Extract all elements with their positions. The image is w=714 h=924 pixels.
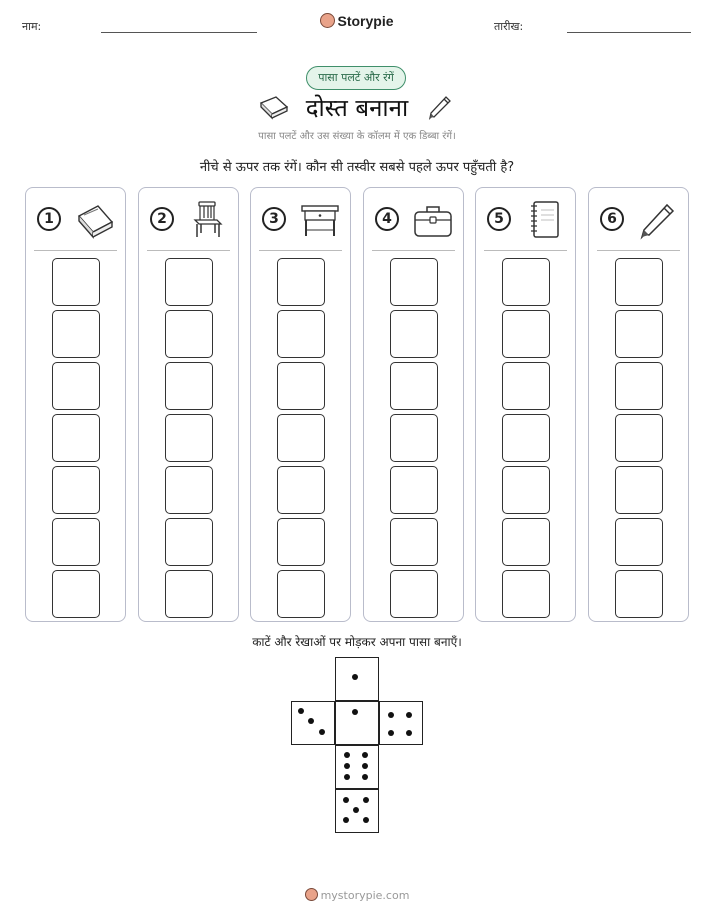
page-title: दोस्त बनाना bbox=[305, 94, 409, 122]
name-label: नाम: bbox=[22, 20, 42, 33]
pip bbox=[353, 807, 359, 813]
instruction-text: नीचे से ऊपर तक रंगें। कौन सी तस्वीर सबसे पहले ऊपर पहुँचती है? bbox=[199, 160, 515, 175]
color-box[interactable] bbox=[615, 466, 663, 514]
briefcase-icon bbox=[412, 200, 454, 240]
color-box[interactable] bbox=[52, 570, 100, 618]
pip bbox=[344, 774, 350, 780]
column-5 bbox=[475, 187, 576, 622]
color-box[interactable] bbox=[502, 362, 550, 410]
color-box[interactable] bbox=[615, 414, 663, 462]
color-box[interactable] bbox=[165, 518, 213, 566]
column-divider bbox=[484, 250, 567, 251]
color-box[interactable] bbox=[277, 414, 325, 462]
color-box[interactable] bbox=[502, 570, 550, 618]
column-1 bbox=[25, 187, 126, 622]
pip bbox=[363, 817, 369, 823]
die-face-6 bbox=[335, 745, 379, 789]
pip bbox=[362, 774, 368, 780]
color-box[interactable] bbox=[165, 466, 213, 514]
die-face-5 bbox=[335, 789, 379, 833]
brand-logo bbox=[0, 13, 714, 29]
die-face-1-center bbox=[335, 701, 379, 745]
color-box[interactable] bbox=[52, 362, 100, 410]
color-box[interactable] bbox=[165, 414, 213, 462]
color-box[interactable] bbox=[165, 362, 213, 410]
chair-icon bbox=[187, 200, 229, 240]
color-box[interactable] bbox=[615, 310, 663, 358]
column-divider bbox=[597, 250, 680, 251]
color-box[interactable] bbox=[277, 518, 325, 566]
desk-icon bbox=[299, 200, 341, 240]
column-divider bbox=[147, 250, 230, 251]
die-face-3 bbox=[291, 701, 335, 745]
pip bbox=[344, 752, 350, 758]
pip bbox=[308, 718, 314, 724]
color-box[interactable] bbox=[502, 414, 550, 462]
color-box[interactable] bbox=[390, 310, 438, 358]
color-box[interactable] bbox=[277, 310, 325, 358]
brand-name: Storypie bbox=[337, 13, 394, 29]
pip bbox=[319, 729, 325, 735]
color-box[interactable] bbox=[165, 570, 213, 618]
color-box[interactable] bbox=[615, 518, 663, 566]
pip bbox=[344, 763, 350, 769]
color-box[interactable] bbox=[390, 466, 438, 514]
date-label: तारीख: bbox=[494, 20, 524, 33]
pip bbox=[352, 674, 358, 680]
column-3 bbox=[250, 187, 351, 622]
color-box[interactable] bbox=[277, 466, 325, 514]
color-box[interactable] bbox=[502, 466, 550, 514]
footer-url[interactable]: mystorypie.com bbox=[320, 889, 410, 902]
color-box[interactable] bbox=[277, 362, 325, 410]
column-number: 4 bbox=[375, 207, 399, 231]
pip bbox=[406, 712, 412, 718]
column-divider bbox=[34, 250, 117, 251]
pip bbox=[298, 708, 304, 714]
column-number: 6 bbox=[600, 207, 624, 231]
color-box[interactable] bbox=[52, 310, 100, 358]
column-2 bbox=[138, 187, 239, 622]
pencil-icon bbox=[426, 92, 454, 120]
column-number: 5 bbox=[487, 207, 511, 231]
die-face-1 bbox=[335, 657, 379, 701]
color-box[interactable] bbox=[502, 258, 550, 306]
footer bbox=[0, 888, 714, 902]
color-box[interactable] bbox=[165, 310, 213, 358]
notebook-icon bbox=[524, 200, 566, 240]
pip bbox=[388, 712, 394, 718]
pip bbox=[352, 709, 358, 715]
color-box[interactable] bbox=[390, 570, 438, 618]
color-box[interactable] bbox=[390, 362, 438, 410]
color-box[interactable] bbox=[52, 258, 100, 306]
storypie-logo-icon bbox=[320, 13, 335, 28]
pip bbox=[388, 730, 394, 736]
pip bbox=[343, 817, 349, 823]
pencil-icon bbox=[637, 200, 679, 240]
column-divider bbox=[372, 250, 455, 251]
cut-instruction: काटें और रेखाओं पर मोड़कर अपना पासा बनाएँ। bbox=[252, 635, 462, 649]
column-number: 2 bbox=[150, 207, 174, 231]
column-divider bbox=[259, 250, 342, 251]
color-box[interactable] bbox=[277, 570, 325, 618]
pip bbox=[406, 730, 412, 736]
color-box[interactable] bbox=[52, 414, 100, 462]
column-4 bbox=[363, 187, 464, 622]
pip bbox=[362, 752, 368, 758]
color-box[interactable] bbox=[615, 258, 663, 306]
color-box[interactable] bbox=[390, 414, 438, 462]
column-number: 1 bbox=[37, 207, 61, 231]
column-number: 3 bbox=[262, 207, 286, 231]
color-box[interactable] bbox=[277, 258, 325, 306]
color-box[interactable] bbox=[502, 310, 550, 358]
date-line[interactable] bbox=[567, 32, 691, 33]
pip bbox=[363, 797, 369, 803]
color-box[interactable] bbox=[390, 258, 438, 306]
die-face-4 bbox=[379, 701, 423, 745]
column-6 bbox=[588, 187, 689, 622]
color-box[interactable] bbox=[615, 362, 663, 410]
pip bbox=[343, 797, 349, 803]
name-line[interactable] bbox=[101, 32, 257, 33]
storypie-logo-icon bbox=[305, 888, 318, 901]
book-icon bbox=[74, 200, 116, 240]
color-box[interactable] bbox=[502, 518, 550, 566]
activity-badge: पासा पलटें और रंगें bbox=[306, 66, 406, 90]
color-box[interactable] bbox=[615, 570, 663, 618]
color-box[interactable] bbox=[390, 518, 438, 566]
color-box[interactable] bbox=[165, 258, 213, 306]
pip bbox=[362, 763, 368, 769]
page-subtitle: पासा पलटें और उस संख्या के कॉलम में एक डिब्बा रंगें। bbox=[258, 131, 456, 142]
color-box[interactable] bbox=[52, 518, 100, 566]
color-box[interactable] bbox=[52, 466, 100, 514]
